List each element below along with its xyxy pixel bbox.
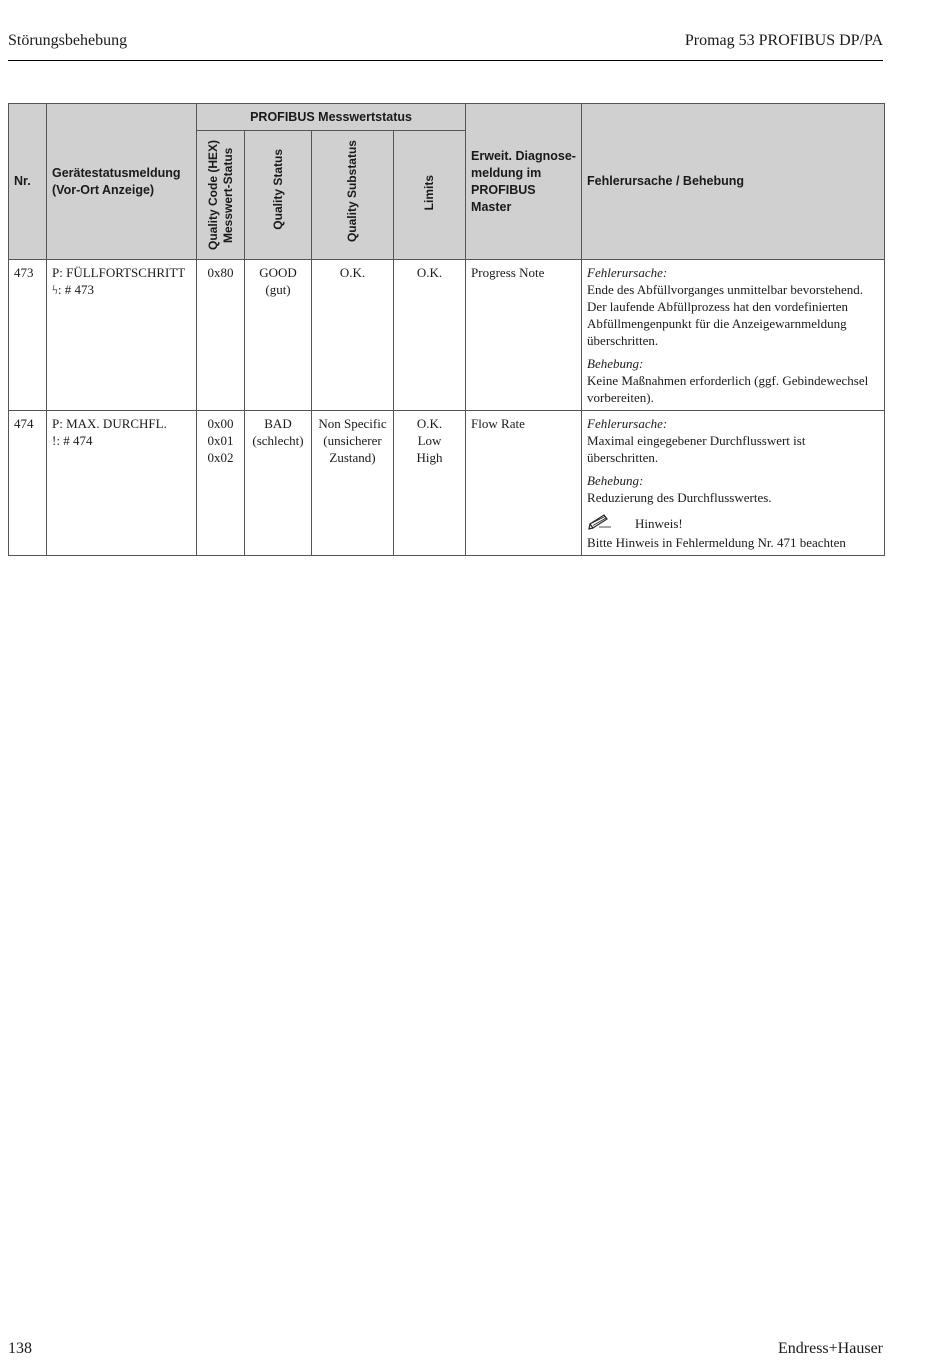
pencil-note-icon: [587, 512, 635, 534]
row-quality-substatus: [312, 260, 394, 411]
col-header-message: [47, 104, 197, 260]
row-nr: 473: [9, 260, 47, 411]
col-header-quality-status-text: Quality Status: [270, 149, 285, 230]
cause-text: Maximal eingegebener Durchflusswert ist überschritten.: [587, 433, 806, 465]
row-quality-status-value: GOOD: [259, 265, 297, 280]
row-limits-value: High: [416, 450, 443, 465]
col-header-limits: [394, 131, 466, 260]
row-message: [47, 260, 197, 411]
row-quality-substatus: [312, 411, 394, 556]
remedy-text: Keine Maßnahmen erforderlich (ggf. Gebindewechsel vorbereiten).: [587, 373, 869, 405]
brand-name: Endress+Hauser: [778, 1340, 883, 1357]
row-message: [47, 411, 197, 556]
row-quality-status-translation: (gut): [265, 282, 291, 297]
row-message-line1: P: FÜLLFORTSCHRITT: [52, 265, 186, 280]
remedy-label: Behebung:: [587, 356, 644, 371]
row-limits-value: O.K.: [416, 265, 443, 280]
col-header-message-line1: Gerätestatusmeldung: [52, 165, 181, 180]
col-header-limits-text: Limits: [422, 174, 437, 210]
col-header-diag-line2: meldung im: [471, 165, 542, 180]
row-quality-substatus-value: O.K.: [339, 265, 366, 280]
table-row: [9, 411, 885, 556]
col-header-diag-line1: Erweit. Diagnose-: [471, 148, 576, 163]
row-quality-code: [197, 260, 245, 411]
page-number: 138: [8, 1340, 32, 1357]
row-quality-substatus-value: (unsicherer: [323, 433, 382, 448]
row-quality-code-value: 0x01: [207, 433, 234, 448]
row-limits-value: Low: [417, 433, 442, 448]
row-quality-status-value: BAD: [264, 416, 292, 431]
col-header-diag-line3: PROFIBUS: [471, 182, 536, 197]
section-title: Störungsbehebung: [8, 32, 128, 49]
col-group-profibus-status: PROFIBUS Messwertstatus: [197, 104, 466, 131]
row-nr: 474: [9, 411, 47, 556]
col-header-quality-code-line2: Messwert-Status: [220, 147, 235, 243]
row-quality-substatus-value: Zustand): [329, 450, 376, 465]
note-text: Bitte Hinweis in Fehlermeldung Nr. 471 beachten: [587, 535, 846, 550]
col-header-cause: Fehlerursache / Behebung: [582, 104, 885, 260]
col-header-quality-code-line1: Quality Code (HEX): [205, 139, 220, 250]
row-limits: [394, 411, 466, 556]
row-cause-remedy: [582, 411, 885, 556]
note-label: Hinweis!: [635, 515, 683, 531]
row-quality-code-value: 0x02: [207, 450, 234, 465]
col-header-diagnosis: [466, 104, 582, 260]
row-limits: [394, 260, 466, 411]
remedy-text: Reduzierung des Durchflusswertes.: [587, 490, 772, 505]
row-diagnosis: Progress Note: [466, 260, 582, 411]
row-quality-status: [245, 411, 312, 556]
cause-label: Fehlerursache:: [587, 416, 668, 431]
row-message-line1: P: MAX. DURCHFL.: [52, 416, 167, 431]
row-quality-code: [197, 411, 245, 556]
document-title: Promag 53 PROFIBUS DP/PA: [684, 32, 883, 49]
row-quality-substatus-value: Non Specific: [318, 416, 387, 431]
col-header-quality-code: [197, 131, 245, 260]
row-quality-code-value: 0x80: [207, 265, 234, 280]
row-quality-status-translation: (schlecht): [252, 433, 304, 448]
remedy-label: Behebung:: [587, 473, 644, 488]
col-header-quality-substatus-text: Quality Substatus: [345, 139, 359, 242]
row-message-line2: ϟ: # 473: [52, 282, 94, 297]
row-quality-status: [245, 260, 312, 411]
col-header-diag-line4: Master: [471, 199, 512, 214]
row-cause-remedy: [582, 260, 885, 411]
table-row: [9, 260, 885, 411]
col-header-message-line2: (Vor-Ort Anzeige): [52, 182, 155, 197]
row-limits-value: O.K.: [416, 416, 443, 431]
cause-text: Ende des Abfüllvorganges unmittelbar bevorstehend. Der laufende Abfüllprozess hat den vordefinierten Abfüllmengenpunkt für die Anzeigewarnmeldung überschritten.: [587, 282, 863, 348]
header-divider: [8, 60, 883, 61]
row-quality-code-value: 0x00: [207, 416, 234, 431]
status-table: [8, 103, 885, 556]
row-message-line2: !: # 474: [52, 433, 93, 448]
row-diagnosis: Flow Rate: [466, 411, 582, 556]
col-header-quality-substatus: [312, 131, 394, 260]
col-header-quality-status: [245, 131, 312, 260]
cause-label: Fehlerursache:: [587, 265, 668, 280]
col-header-nr: Nr.: [9, 104, 47, 260]
